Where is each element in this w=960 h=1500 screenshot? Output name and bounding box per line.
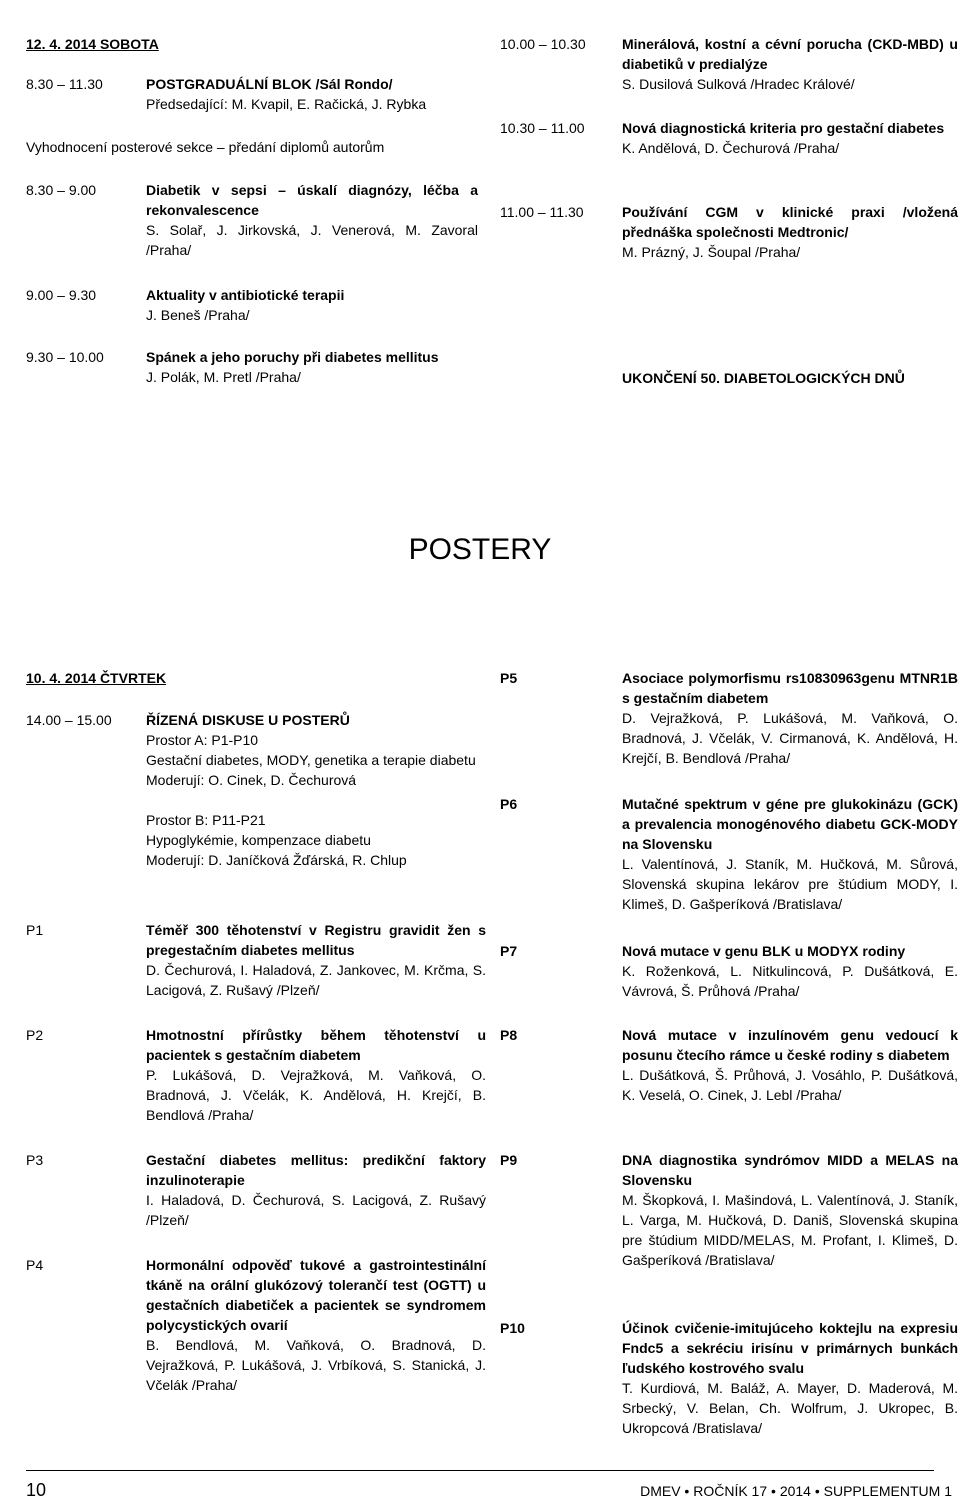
poster-item (26, 920, 486, 1010)
poster-authors: T. Kurdiová, M. Baláž, A. Mayer, D. Maderová, M. Srbecký, V. Belan, Ch. Wolfrum, J. Ukropec, B. Ukropcová /Bratislava/ (622, 1380, 958, 1436)
poster-item (26, 1255, 486, 1425)
poster-title: Asociace polymorfismu rs10830963genu MTNR1B s gestačním diabetem (622, 670, 958, 706)
journal-info: DMEV • ROČNÍK 17 • 2014 • SUPPLEMENTUM 1 (640, 1483, 952, 1499)
poster-id: P5 (500, 670, 518, 686)
talk-authors: M. Prázný, J. Šoupal /Praha/ (622, 244, 801, 260)
poster-title: Nová mutace v inzulínovém genu vedoucí k posunu čtecího rámce u české rodiny s diabetem (622, 1027, 958, 1063)
poster-id: P4 (26, 1257, 44, 1273)
poster-item (500, 1318, 960, 1448)
talk-title: Používání CGM v klinické praxi /vložená přednáška společnosti Medtronic/ (622, 204, 958, 240)
poster-item (26, 1150, 486, 1230)
footer-divider (26, 1470, 934, 1471)
poster-authors: K. Roženková, L. Nitkulincová, P. Dušátková, E. Vávrová, Š. Průhová /Praha/ (622, 963, 958, 999)
talk-authors: J. Polák, M. Pretl /Praha/ (146, 369, 301, 385)
poster-id: P10 (500, 1320, 525, 1336)
poster-id: P9 (500, 1152, 518, 1168)
poster-authors: B. Bendlová, M. Vaňková, O. Bradnová, D. Vejražková, P. Lukášová, J. Vrbíková, S. Stanická, J. Včelák /Praha/ (146, 1337, 486, 1393)
poster-authors: D. Vejražková, P. Lukášová, M. Vaňková, O. Bradnová, J. Včelák, V. Cirmanová, K. Andělová, H. Krejčí, B. Bendlová /Praha/ (622, 710, 958, 766)
talk-title: Aktuality v antibiotické terapii (146, 287, 345, 303)
poster-id: P2 (26, 1027, 44, 1043)
talk-authors: J. Beneš /Praha/ (146, 307, 250, 323)
talk-item (500, 34, 960, 94)
poster-discussion (26, 710, 486, 890)
talk-item (26, 180, 486, 260)
talk-time: 8.30 – 9.00 (26, 182, 97, 198)
talk-authors: S. Dusilová Sulková /Hradec Králové/ (622, 76, 855, 92)
poster-authors: L. Dušátková, Š. Průhová, J. Vosáhlo, P. Dušátková, K. Veselá, O. Cinek, J. Lebl /Praha/ (622, 1067, 958, 1103)
talk-title: Nová diagnostická kriteria pro gestační diabetes (622, 120, 945, 136)
poster-item (500, 1150, 960, 1300)
poster-title: DNA diagnostika syndrómov MIDD a MELAS na Slovensku (622, 1152, 958, 1188)
room-b-moderators: Moderují: D. Janíčková Žďárská, R. Chlup (146, 852, 407, 868)
block-title: POSTGRADUÁLNÍ BLOK /Sál Rondo/ (146, 76, 393, 92)
poster-title: Hormonální odpověď tukové a gastrointestinální tkáně na orální glukózový tolerančí test (OGTT) u gestačních diabetiček a pacientek se syndromem polycystických ovarií (146, 1257, 486, 1333)
poster-item (500, 1025, 960, 1135)
poster-id: P6 (500, 796, 518, 812)
talk-title: Spánek a jeho poruchy při diabetes mellitus (146, 349, 439, 365)
discussion-time: 14.00 – 15.00 (26, 712, 112, 728)
talk-time: 11.00 – 11.30 (500, 204, 584, 220)
talk-item (500, 202, 960, 262)
poster-authors: I. Haladová, D. Čechurová, S. Lacigová, Z. Rušavý /Plzeň/ (146, 1192, 486, 1228)
talk-authors: S. Solař, J. Jirkovská, J. Venerová, M. Zavoral /Praha/ (146, 222, 478, 258)
poster-title: Gestační diabetes mellitus: predikční faktory inzulinoterapie (146, 1152, 486, 1188)
poster-id: P1 (26, 922, 44, 938)
room-b-topic: Hypoglykémie, kompenzace diabetu (146, 832, 371, 848)
talk-item (26, 347, 486, 387)
poster-id: P7 (500, 943, 518, 959)
room-a-topic: Gestační diabetes, MODY, genetika a terapie diabetu (146, 752, 476, 768)
room-a-moderators: Moderují: O. Cinek, D. Čechurová (146, 772, 357, 788)
block-chairs: Předsedající: M. Kvapil, E. Račická, J. Rybka (146, 96, 427, 112)
room-a: Prostor A: P1-P10 (146, 732, 259, 748)
poster-item (500, 668, 960, 778)
talk-title: Diabetik v sepsi – úskalí diagnózy, léčba a rekonvalescence (146, 182, 478, 218)
award-line: Vyhodnocení posterové sekce – předání diplomů autorům (26, 139, 385, 155)
talk-title: Minerálová, kostní a cévní porucha (CKD-MBD) u diabetiků v predialýze (622, 36, 958, 72)
block-time: 8.30 – 11.30 (26, 76, 103, 92)
poster-authors: L. Valentínová, J. Staník, M. Hučková, M. Sůrová, Slovenská skupina lekárov pre štúdium MODY, I. Klimeš, D. Gašperíková /Bratislava/ (622, 856, 958, 912)
poster-item (500, 794, 960, 924)
poster-id: P3 (26, 1152, 44, 1168)
poster-authors: M. Škopková, I. Mašindová, L. Valentínová, J. Staník, L. Varga, M. Hučková, D. Daniš, Slovenská skupina pre štúdium MIDD/MELAS, M. Profant, I. Klimeš, D. Gašperíková /Bratislava/ (622, 1192, 958, 1268)
day2-date: 10. 4. 2014 ČTVRTEK (26, 670, 167, 686)
talk-time: 10.30 – 11.00 (500, 120, 585, 136)
room-b: Prostor B: P11-P21 (146, 812, 266, 828)
page-number: 10 (26, 1480, 47, 1500)
closing-line: UKONČENÍ 50. DIABETOLOGICKÝCH DNŮ (622, 370, 905, 386)
poster-item (500, 941, 960, 1011)
talk-item (26, 285, 486, 325)
poster-authors: P. Lukášová, D. Vejražková, M. Vaňková, O. Bradnová, J. Včelák, K. Andělová, H. Krejčí, B. Bendlová /Praha/ (146, 1067, 486, 1123)
poster-title: Hmotnostní přírůstky během těhotenství u pacientek s gestačním diabetem (146, 1027, 486, 1063)
poster-id: P8 (500, 1027, 518, 1043)
talk-authors: K. Andělová, D. Čechurová /Praha/ (622, 140, 840, 156)
poster-title: Téměř 300 těhotenství v Registru gravidit žen s pregestačním diabetes mellitus (146, 922, 486, 958)
talk-time: 10.00 – 10.30 (500, 36, 586, 52)
talk-time: 9.00 – 9.30 (26, 287, 97, 303)
discussion-title: ŘÍZENÁ DISKUSE U POSTERŮ (146, 712, 350, 728)
poster-item (26, 1025, 486, 1135)
talk-time: 9.30 – 10.00 (26, 349, 104, 365)
poster-authors: D. Čechurová, I. Haladová, Z. Jankovec, M. Krčma, S. Lacigová, Z. Rušavý /Plzeň/ (146, 962, 486, 998)
poster-title: Mutačné spektrum v géne pre glukokinázu (GCK) a prevalencia monogénového diabetu GCK-MODY na Slovensku (622, 796, 958, 852)
poster-title: Nová mutace v genu BLK u MODYX rodiny (622, 943, 906, 959)
poster-title: Účinok cvičenie-imitujúceho koktejlu na expresiu Fndc5 a sekréciu irisínu v primárnych bunkách ľudského kostrového svalu (622, 1320, 958, 1376)
talk-item (500, 118, 960, 178)
posters-heading: POSTERY (408, 533, 552, 566)
day1-date: 12. 4. 2014 SOBOTA (26, 36, 159, 52)
